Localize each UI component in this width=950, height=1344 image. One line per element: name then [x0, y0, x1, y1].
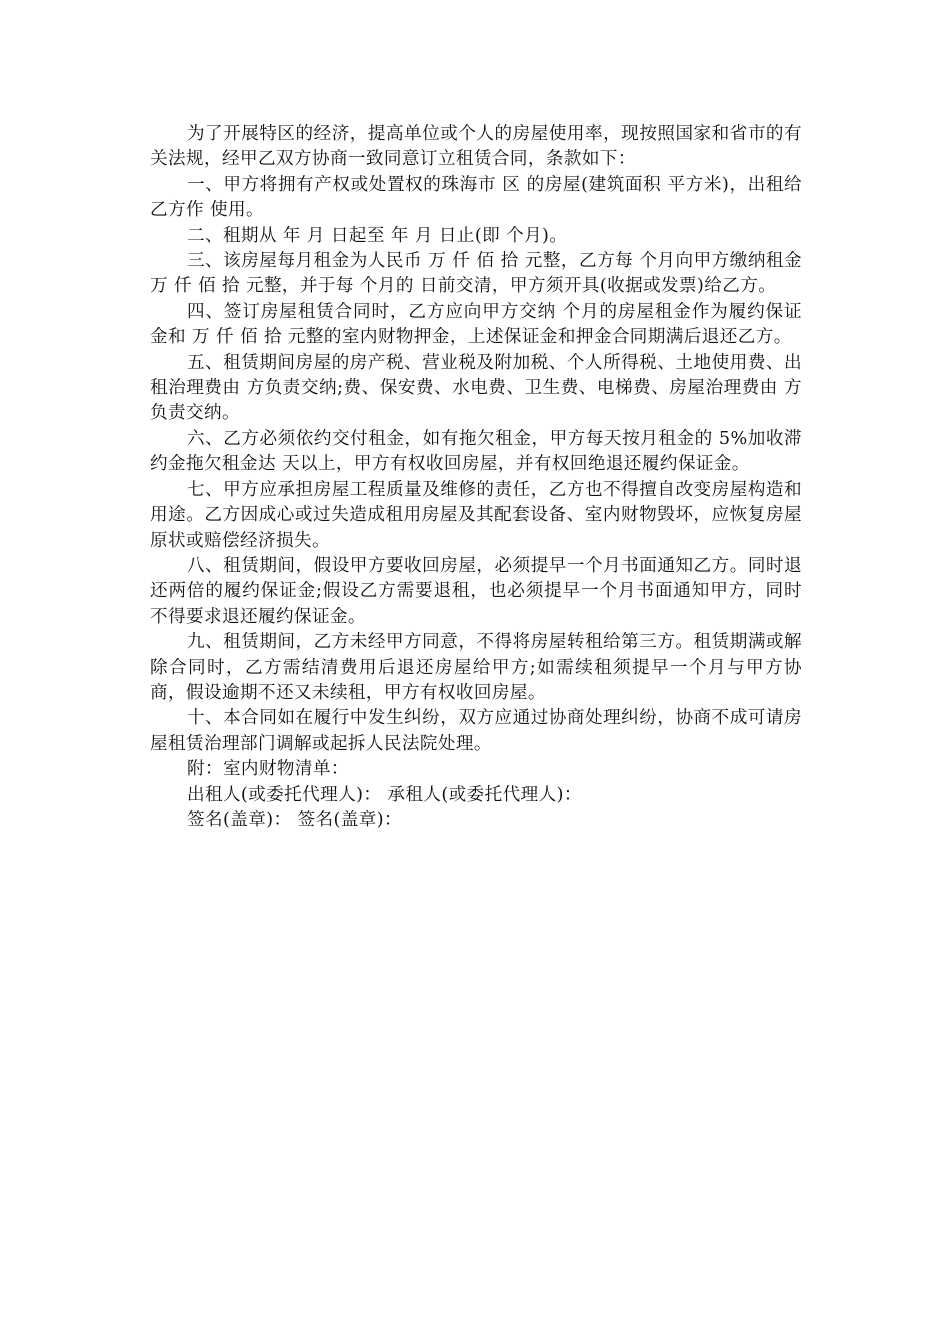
clause-2: 二、租期从 年 月 日起至 年 月 日止(即 个月)。 — [186, 225, 568, 246]
clause-4: 四、签订房屋租赁合同时，乙方应向甲方交纳 个月的房屋租金作为履约保证金和 万 仟 佰 拾 元整的室内财物押金，上述保证金和押金合同期满后退还乙方。 — [150, 301, 802, 348]
attachment-line: 附：室内财物清单： — [186, 759, 349, 780]
lessor-signature: 签名(盖章)： — [186, 809, 292, 830]
lessee-signature: 签名(盖章)： — [297, 809, 402, 830]
clause-5: 五、租赁期间房屋的房产税、营业税及附加税、个人所得税、土地使用费、出租治理费由 方负责交纳;费、保安费、水电费、卫生费、电梯费、房屋治理费由 方负责交纳。 — [150, 352, 802, 424]
parties-line — [150, 783, 802, 808]
clause-6: 六、乙方必须依约交付租金，如有拖欠租金，甲方每天按月租金的 5%加收滞约金拖欠租金达 天以上，甲方有权收回房屋，并有权回绝退还履约保证金。 — [150, 428, 802, 475]
clause-1: 一、甲方将拥有产权或处置权的珠海市 区 的房屋(建筑面积 平方米)，出租给乙方作 使用。 — [150, 174, 802, 221]
signature-line — [150, 808, 802, 833]
clause-9: 九、租赁期间，乙方未经甲方同意，不得将房屋转租给第三方。租赁期满或解除合同时，乙方需结清费用后退还房屋给甲方;如需续租须提早一个月与甲方协商，假设逾期不还又未续租，甲方有权收回房屋。 — [150, 632, 802, 703]
lessor-label: 出租人(或委托代理人)： — [186, 784, 382, 805]
clause-3: 三、该房屋每月租金为人民币 万 仟 佰 拾 元整，乙方每 个月向甲方缴纳租金 万 仟 佰 拾 元整，并于每 个月的 日前交清，甲方须开具(收据或发票)给乙方。 — [150, 251, 802, 297]
clause-8: 八、租赁期间，假设甲方要收回房屋，必须提早一个月书面通知乙方。同时退还两倍的履约保证金;假设乙方需要退租，也必须提早一个月书面通知甲方，同时不得要求退还履约保证金。 — [150, 555, 802, 627]
contract-page — [150, 122, 802, 833]
intro-paragraph: 为了开展特区的经济，提高单位或个人的房屋使用率，现按照国家和省市的有关法规，经甲乙双方协商一致同意订立租赁合同，条款如下： — [150, 124, 802, 170]
lessee-label: 承租人(或委托代理人)： — [387, 784, 582, 805]
clause-10: 十、本合同如在履行中发生纠纷，双方应通过协商处理纠纷，协商不成可请房屋租赁治理部门调解或起拆人民法院处理。 — [150, 708, 802, 754]
clause-7: 七、甲方应承担房屋工程质量及维修的责任，乙方也不得擅自改变房屋构造和用途。乙方因成心或过失造成租用房屋及其配套设备、室内财物毁坏，应恢复房屋原状或赔偿经济损失。 — [150, 479, 802, 551]
